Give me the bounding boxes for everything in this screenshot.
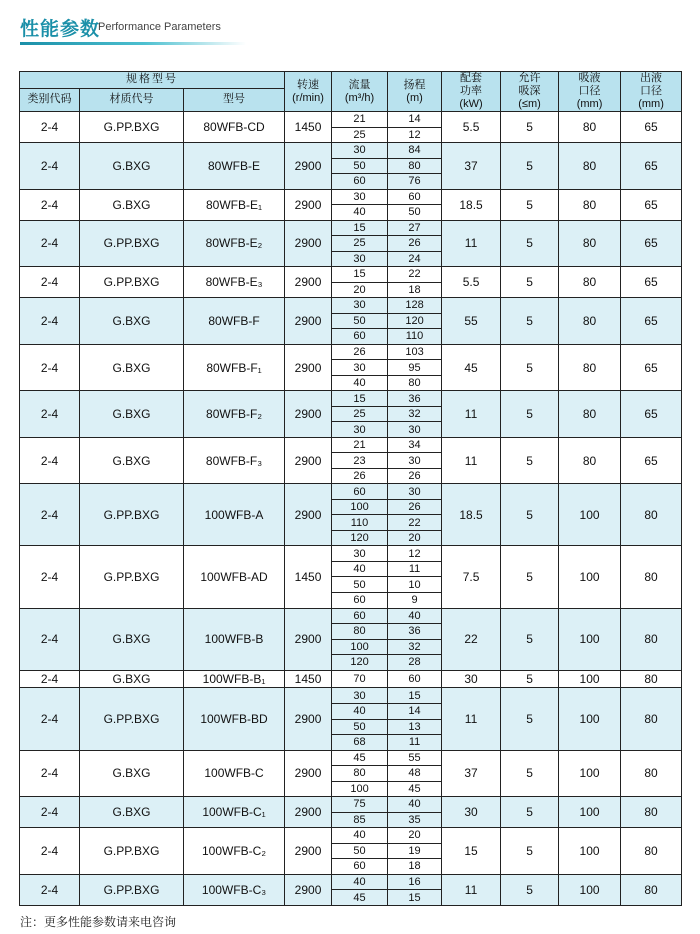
cell-inlet: 80 <box>559 391 621 438</box>
title-underline <box>20 42 246 45</box>
cell-flow: 80 <box>332 766 388 782</box>
cell-inlet: 80 <box>559 267 621 298</box>
table-head <box>20 72 682 112</box>
table-row <box>20 437 682 453</box>
cell-head: 16 <box>388 874 442 890</box>
cell-inlet: 100 <box>559 608 621 670</box>
cell-category: 2-4 <box>20 391 80 438</box>
cell-head: 45 <box>388 781 442 797</box>
table-row <box>20 391 682 407</box>
table-row <box>20 608 682 624</box>
table-row <box>20 220 682 236</box>
cell-speed: 2900 <box>285 797 332 828</box>
cell-flow: 50 <box>332 158 388 174</box>
cell-speed: 2900 <box>285 484 332 546</box>
cell-inlet: 100 <box>559 874 621 905</box>
cell-outlet: 80 <box>621 874 682 905</box>
cell-head: 128 <box>388 298 442 314</box>
cell-inlet: 80 <box>559 220 621 267</box>
cell-suction: 5 <box>501 688 559 750</box>
cell-head: 11 <box>388 561 442 577</box>
cell-flow: 25 <box>332 406 388 422</box>
page-title: 性能参数 <box>20 18 101 40</box>
cell-power: 55 <box>442 298 501 345</box>
cell-flow: 26 <box>332 468 388 484</box>
cell-suction: 5 <box>501 546 559 608</box>
cell-model: 80WFB-E₁ <box>184 189 285 220</box>
cell-material: G.PP.BXG <box>80 828 184 875</box>
cell-speed: 1450 <box>285 112 332 143</box>
cell-power: 5.5 <box>442 112 501 143</box>
cell-head: 9 <box>388 592 442 608</box>
cell-flow: 60 <box>332 484 388 500</box>
header-material: 材质代号 <box>80 88 184 111</box>
table-row <box>20 874 682 890</box>
cell-head: 12 <box>388 546 442 562</box>
cell-head: 50 <box>388 205 442 221</box>
cell-power: 11 <box>442 220 501 267</box>
cell-outlet: 65 <box>621 298 682 345</box>
cell-head: 60 <box>388 189 442 205</box>
cell-category: 2-4 <box>20 267 80 298</box>
cell-head: 22 <box>388 515 442 531</box>
cell-suction: 5 <box>501 608 559 670</box>
cell-model: 80WFB-F₂ <box>184 391 285 438</box>
cell-flow: 23 <box>332 453 388 469</box>
cell-flow: 40 <box>332 375 388 391</box>
cell-inlet: 100 <box>559 670 621 688</box>
cell-inlet: 100 <box>559 750 621 797</box>
cell-power: 30 <box>442 670 501 688</box>
cell-category: 2-4 <box>20 546 80 608</box>
cell-category: 2-4 <box>20 750 80 797</box>
cell-model: 80WFB-CD <box>184 112 285 143</box>
cell-model: 80WFB-E₃ <box>184 267 285 298</box>
cell-speed: 2900 <box>285 344 332 391</box>
cell-flow: 70 <box>332 670 388 688</box>
cell-flow: 25 <box>332 236 388 252</box>
cell-power: 15 <box>442 828 501 875</box>
cell-material: G.BXG <box>80 670 184 688</box>
cell-inlet: 80 <box>559 143 621 190</box>
performance-table <box>19 71 682 906</box>
cell-inlet: 100 <box>559 546 621 608</box>
cell-material: G.PP.BXG <box>80 546 184 608</box>
table-row <box>20 344 682 360</box>
cell-flow: 110 <box>332 515 388 531</box>
table-row <box>20 189 682 205</box>
cell-flow: 60 <box>332 592 388 608</box>
cell-model: 80WFB-E₂ <box>184 220 285 267</box>
cell-head: 11 <box>388 735 442 751</box>
cell-head: 110 <box>388 329 442 345</box>
cell-head: 32 <box>388 406 442 422</box>
cell-flow: 80 <box>332 624 388 640</box>
cell-head: 60 <box>388 670 442 688</box>
cell-flow: 21 <box>332 112 388 128</box>
cell-head: 76 <box>388 174 442 190</box>
cell-speed: 2900 <box>285 391 332 438</box>
cell-flow: 50 <box>332 843 388 859</box>
cell-outlet: 80 <box>621 608 682 670</box>
cell-speed: 2900 <box>285 220 332 267</box>
table-body <box>20 112 682 906</box>
cell-category: 2-4 <box>20 220 80 267</box>
cell-flow: 40 <box>332 828 388 844</box>
cell-model: 100WFB-C₂ <box>184 828 285 875</box>
cell-inlet: 100 <box>559 797 621 828</box>
header-power: 配套 功率 (kW) <box>442 72 501 112</box>
cell-suction: 5 <box>501 143 559 190</box>
cell-speed: 2900 <box>285 750 332 797</box>
cell-suction: 5 <box>501 670 559 688</box>
cell-power: 11 <box>442 437 501 484</box>
cell-category: 2-4 <box>20 608 80 670</box>
cell-category: 2-4 <box>20 828 80 875</box>
cell-head: 48 <box>388 766 442 782</box>
cell-outlet: 65 <box>621 391 682 438</box>
header-category: 类别代码 <box>20 88 80 111</box>
cell-material: G.BXG <box>80 189 184 220</box>
cell-inlet: 80 <box>559 437 621 484</box>
cell-model: 100WFB-B₁ <box>184 670 285 688</box>
cell-power: 45 <box>442 344 501 391</box>
cell-model: 100WFB-AD <box>184 546 285 608</box>
cell-outlet: 80 <box>621 546 682 608</box>
cell-suction: 5 <box>501 220 559 267</box>
cell-head: 18 <box>388 859 442 875</box>
cell-head: 40 <box>388 608 442 624</box>
cell-head: 80 <box>388 375 442 391</box>
table-row <box>20 797 682 813</box>
cell-flow: 60 <box>332 608 388 624</box>
cell-head: 35 <box>388 812 442 828</box>
cell-speed: 2900 <box>285 828 332 875</box>
cell-head: 36 <box>388 391 442 407</box>
cell-head: 30 <box>388 453 442 469</box>
cell-inlet: 100 <box>559 484 621 546</box>
cell-flow: 40 <box>332 561 388 577</box>
cell-flow: 120 <box>332 655 388 671</box>
cell-flow: 20 <box>332 282 388 298</box>
cell-head: 40 <box>388 797 442 813</box>
cell-category: 2-4 <box>20 437 80 484</box>
cell-model: 80WFB-F₁ <box>184 344 285 391</box>
table-row <box>20 750 682 766</box>
cell-flow: 100 <box>332 499 388 515</box>
cell-material: G.PP.BXG <box>80 874 184 905</box>
table-row <box>20 298 682 314</box>
cell-material: G.PP.BXG <box>80 220 184 267</box>
cell-head: 14 <box>388 703 442 719</box>
cell-suction: 5 <box>501 189 559 220</box>
cell-model: 80WFB-E <box>184 143 285 190</box>
cell-outlet: 65 <box>621 267 682 298</box>
cell-flow: 45 <box>332 890 388 906</box>
cell-head: 20 <box>388 530 442 546</box>
cell-head: 30 <box>388 422 442 438</box>
header-inlet: 吸液 口径 (mm) <box>559 72 621 112</box>
cell-head: 84 <box>388 143 442 159</box>
cell-category: 2-4 <box>20 344 80 391</box>
cell-flow: 15 <box>332 391 388 407</box>
cell-head: 28 <box>388 655 442 671</box>
cell-outlet: 80 <box>621 797 682 828</box>
cell-inlet: 80 <box>559 112 621 143</box>
cell-suction: 5 <box>501 874 559 905</box>
cell-outlet: 65 <box>621 437 682 484</box>
cell-flow: 21 <box>332 437 388 453</box>
cell-flow: 50 <box>332 577 388 593</box>
cell-flow: 15 <box>332 220 388 236</box>
cell-inlet: 80 <box>559 344 621 391</box>
cell-suction: 5 <box>501 267 559 298</box>
cell-head: 22 <box>388 267 442 283</box>
cell-power: 22 <box>442 608 501 670</box>
cell-model: 100WFB-C₃ <box>184 874 285 905</box>
cell-flow: 100 <box>332 781 388 797</box>
table-row <box>20 670 682 688</box>
cell-model: 100WFB-C <box>184 750 285 797</box>
cell-flow: 15 <box>332 267 388 283</box>
cell-power: 11 <box>442 688 501 750</box>
cell-speed: 2900 <box>285 608 332 670</box>
cell-flow: 50 <box>332 719 388 735</box>
cell-power: 37 <box>442 143 501 190</box>
table-row <box>20 143 682 159</box>
cell-speed: 2900 <box>285 298 332 345</box>
cell-category: 2-4 <box>20 298 80 345</box>
cell-material: G.PP.BXG <box>80 688 184 750</box>
cell-head: 34 <box>388 437 442 453</box>
cell-suction: 5 <box>501 112 559 143</box>
cell-outlet: 80 <box>621 688 682 750</box>
cell-flow: 60 <box>332 329 388 345</box>
cell-material: G.BXG <box>80 391 184 438</box>
cell-flow: 30 <box>332 251 388 267</box>
cell-material: G.BXG <box>80 750 184 797</box>
cell-head: 120 <box>388 313 442 329</box>
cell-speed: 1450 <box>285 546 332 608</box>
cell-flow: 26 <box>332 344 388 360</box>
cell-suction: 5 <box>501 484 559 546</box>
cell-flow: 75 <box>332 797 388 813</box>
cell-material: G.PP.BXG <box>80 484 184 546</box>
cell-flow: 40 <box>332 205 388 221</box>
cell-head: 10 <box>388 577 442 593</box>
cell-suction: 5 <box>501 344 559 391</box>
cell-suction: 5 <box>501 298 559 345</box>
cell-model: 100WFB-BD <box>184 688 285 750</box>
cell-head: 95 <box>388 360 442 376</box>
cell-power: 5.5 <box>442 267 501 298</box>
cell-category: 2-4 <box>20 484 80 546</box>
cell-outlet: 65 <box>621 189 682 220</box>
cell-flow: 30 <box>332 189 388 205</box>
cell-material: G.PP.BXG <box>80 267 184 298</box>
cell-material: G.BXG <box>80 344 184 391</box>
cell-power: 18.5 <box>442 484 501 546</box>
cell-flow: 68 <box>332 735 388 751</box>
cell-flow: 25 <box>332 127 388 143</box>
cell-flow: 60 <box>332 174 388 190</box>
cell-flow: 30 <box>332 422 388 438</box>
cell-model: 80WFB-F <box>184 298 285 345</box>
cell-head: 12 <box>388 127 442 143</box>
table-row <box>20 688 682 704</box>
table-row <box>20 267 682 283</box>
cell-flow: 85 <box>332 812 388 828</box>
cell-suction: 5 <box>501 437 559 484</box>
cell-head: 32 <box>388 639 442 655</box>
header-model: 型号 <box>184 88 285 111</box>
cell-head: 24 <box>388 251 442 267</box>
header-head: 扬程 (m) <box>388 72 442 112</box>
cell-suction: 5 <box>501 828 559 875</box>
cell-suction: 5 <box>501 797 559 828</box>
table-row <box>20 828 682 844</box>
cell-outlet: 65 <box>621 344 682 391</box>
cell-material: G.BXG <box>80 797 184 828</box>
group-header: 规格型号 <box>20 72 285 89</box>
cell-flow: 40 <box>332 703 388 719</box>
footnote: 注：更多性能参数请来电咨询 <box>20 915 177 929</box>
cell-model: 100WFB-C₁ <box>184 797 285 828</box>
cell-flow: 30 <box>332 143 388 159</box>
cell-head: 20 <box>388 828 442 844</box>
cell-power: 37 <box>442 750 501 797</box>
cell-model: 80WFB-F₃ <box>184 437 285 484</box>
cell-flow: 45 <box>332 750 388 766</box>
cell-head: 55 <box>388 750 442 766</box>
cell-power: 11 <box>442 874 501 905</box>
cell-outlet: 65 <box>621 112 682 143</box>
cell-head: 15 <box>388 890 442 906</box>
table-row <box>20 546 682 562</box>
cell-head: 26 <box>388 468 442 484</box>
cell-outlet: 80 <box>621 484 682 546</box>
cell-flow: 120 <box>332 530 388 546</box>
cell-head: 15 <box>388 688 442 704</box>
cell-flow: 40 <box>332 874 388 890</box>
cell-inlet: 80 <box>559 298 621 345</box>
cell-suction: 5 <box>501 391 559 438</box>
cell-head: 30 <box>388 484 442 500</box>
cell-category: 2-4 <box>20 670 80 688</box>
cell-category: 2-4 <box>20 874 80 905</box>
cell-flow: 60 <box>332 859 388 875</box>
cell-speed: 2900 <box>285 874 332 905</box>
cell-outlet: 80 <box>621 750 682 797</box>
cell-head: 80 <box>388 158 442 174</box>
cell-head: 26 <box>388 236 442 252</box>
header-suction: 允许 吸深 (≤m) <box>501 72 559 112</box>
cell-head: 26 <box>388 499 442 515</box>
cell-material: G.BXG <box>80 608 184 670</box>
page-subtitle: Performance Parameters <box>98 21 221 33</box>
cell-category: 2-4 <box>20 143 80 190</box>
header-outlet: 出液 口径 (mm) <box>621 72 682 112</box>
cell-model: 100WFB-A <box>184 484 285 546</box>
cell-material: G.PP.BXG <box>80 112 184 143</box>
cell-material: G.BXG <box>80 437 184 484</box>
cell-inlet: 80 <box>559 189 621 220</box>
cell-flow: 50 <box>332 313 388 329</box>
cell-speed: 2900 <box>285 189 332 220</box>
table-row <box>20 484 682 500</box>
table-row <box>20 112 682 128</box>
cell-outlet: 65 <box>621 143 682 190</box>
cell-head: 27 <box>388 220 442 236</box>
cell-inlet: 100 <box>559 828 621 875</box>
cell-speed: 2900 <box>285 437 332 484</box>
cell-material: G.BXG <box>80 298 184 345</box>
cell-flow: 30 <box>332 546 388 562</box>
cell-head: 103 <box>388 344 442 360</box>
cell-power: 11 <box>442 391 501 438</box>
cell-inlet: 100 <box>559 688 621 750</box>
cell-category: 2-4 <box>20 112 80 143</box>
cell-flow: 30 <box>332 360 388 376</box>
cell-outlet: 65 <box>621 220 682 267</box>
cell-suction: 5 <box>501 750 559 797</box>
cell-outlet: 80 <box>621 670 682 688</box>
cell-power: 30 <box>442 797 501 828</box>
cell-head: 36 <box>388 624 442 640</box>
cell-power: 18.5 <box>442 189 501 220</box>
cell-head: 13 <box>388 719 442 735</box>
cell-outlet: 80 <box>621 828 682 875</box>
cell-head: 18 <box>388 282 442 298</box>
cell-speed: 1450 <box>285 670 332 688</box>
cell-flow: 30 <box>332 688 388 704</box>
header-flow: 流量 (m³/h) <box>332 72 388 112</box>
cell-material: G.BXG <box>80 143 184 190</box>
cell-category: 2-4 <box>20 189 80 220</box>
cell-flow: 100 <box>332 639 388 655</box>
cell-head: 19 <box>388 843 442 859</box>
cell-power: 7.5 <box>442 546 501 608</box>
cell-speed: 2900 <box>285 143 332 190</box>
cell-head: 14 <box>388 112 442 128</box>
cell-category: 2-4 <box>20 688 80 750</box>
cell-speed: 2900 <box>285 267 332 298</box>
cell-flow: 30 <box>332 298 388 314</box>
cell-speed: 2900 <box>285 688 332 750</box>
cell-category: 2-4 <box>20 797 80 828</box>
header-speed: 转速 (r/min) <box>285 72 332 112</box>
cell-model: 100WFB-B <box>184 608 285 670</box>
